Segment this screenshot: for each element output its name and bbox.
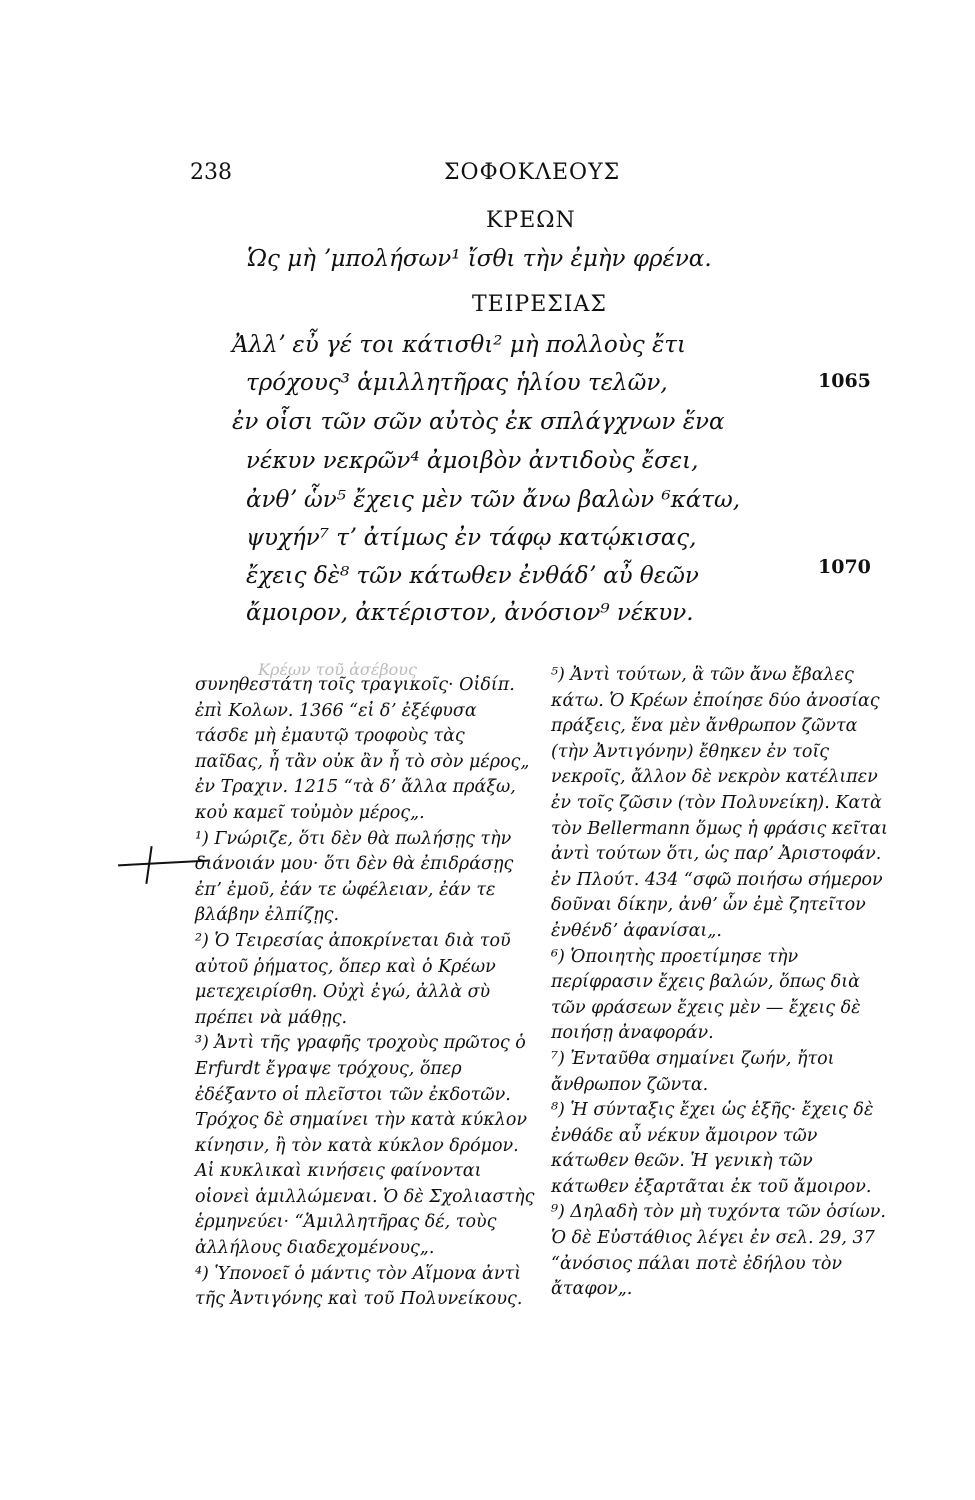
speaker-creon: ΚΡΕΩΝ — [486, 208, 576, 233]
verse-line: νέκυν νεκρῶν⁴ ἀμοιβὸν ἀντιδοὺς ἔσει, — [246, 448, 699, 474]
verse-line: ἄμοιρον, ἀκτέριστον, ἀνόσιον⁹ νέκυν. — [246, 600, 694, 626]
verse-line: Ἀλλʼ εὖ γέ τοι κάτισθι² μὴ πολλοὺς ἔτι — [232, 332, 687, 358]
verse-line: ψυχήν⁷ τʼ ἀτίμως ἐν τάφῳ κατῴκισας, — [246, 525, 697, 551]
footnote-6: ⁶) Ὁποιητὴς προετίμησε τὴν περίφρασιν ἔχεις βαλών, ὅπως διὰ τῶν φράσεων ἔχεις μὲν — ἔχεις δὲ ποιήσῃ ἀναφοράν. — [551, 946, 861, 1044]
footnote-8: ⁸) Ἡ σύνταξις ἔχει ὡς ἑξῆς· ἔχεις δὲ ἐνθάδε αὖ νέκυν ἄμοιρον τῶν κάτωθεν θεῶν. Ἡ γενικὴ τῶν κάτωθεν ἐξαρτᾶται ἐκ τοῦ ἄμοιρον. — [551, 1100, 874, 1197]
pencil-annotation: Κρέων τοῦ ἀσέβους — [258, 660, 417, 679]
footnote-2: ²) Ὁ Τειρεσίας ἀποκρίνεται διὰ τοῦ αὐτοῦ ῥήματος, ὅπερ καὶ ὁ Κρέων μετεχειρίσθη. Οὐχὶ ἐγώ, ἀλλὰ σὺ πρέπει νὰ μάθῃς. — [195, 930, 511, 1028]
footnote-3: ³) Ἀντὶ τῆς γραφῆς τροχοὺς πρῶτος ὁ Erfurdt ἔγραψε τρόχους, ὅπερ ἐδέξαντο οἱ πλεῖστοι τῶν ἐκδοτῶν. Τρόχος δὲ σημαίνει τὴν κατὰ κύκλον κίνησιν, ἢ τὸν κατὰ κύκλον δρόμον. Αἱ κυκλικαὶ κινήσεις φαίνονται οἱονεὶ ἁμιλλώμεναι. Ὁ δὲ Σχολιαστὴς ἑρμηνεύει· “Ἁμιλλητῆρας δέ, τοὺς ἀλλήλους διαδεχομένους„. — [195, 1033, 535, 1259]
footnotes-left-column — [195, 673, 535, 1313]
verse-line: ἐν οἷσι τῶν σῶν αὐτὸς ἐκ σπλάγχνων ἕνα — [232, 409, 725, 435]
footnote-9: ⁹) Δηλαδὴ τὸν μὴ τυχόντα τῶν ὁσίων. Ὁ δὲ Εὐστάθιος λέγει ἐν σελ. 29, 37 “ἀνόσιος πάλαι ποτὲ ἐδήλου τὸν ἄταφον„. — [551, 1202, 886, 1300]
verse-line: ἀνθʼ ὧν⁵ ἔχεις μὲν τῶν ἄνω βαλὼν ⁶κάτω, — [246, 487, 741, 513]
running-head: ΣΟΦΟΚΛΕΟΥΣ — [444, 160, 621, 185]
line-number: 1070 — [818, 556, 871, 578]
footnote-5: ⁵) Ἀντὶ τούτων, ἃ τῶν ἄνω ἔβαλες κάτω. Ὁ Κρέων ἐποίησε δύο ἀνοσίας πράξεις, ἕνα μὲν ἄνθρωπον ζῶντα (τὴν Ἀντιγόνην) ἔθηκεν ἐν τοῖς νεκροῖς, ἄλλον δὲ νεκρὸν κατέλιπεν ἐν τοῖς ζῶσιν (τὸν Πολυνείκη). Κατὰ τὸν Bellermann ὅμως ἡ φράσις κεῖται ἀντὶ τούτων ὅτι, ὡς παρʼ Ἀριστοφάν. ἐν Πλούτ. 434 “σφῶ ποιήσω σήμερον δοῦναι δίκην, ἀνθʼ ὧν ἐμὲ ζητεῖτον ἐνθένδʼ ἀφανίσαι„. — [551, 665, 888, 941]
footnote-1: ¹) Γνώριζε, ὅτι δὲν θὰ πωλήσῃς τὴν διάνοιάν μου· ὅτι δὲν θὰ ἐπιδράσῃς ἐπʼ ἐμοῦ, ἐάν τε ὠφέλειαν, ἐάν τε βλάβην ἐλπίζῃς. — [195, 828, 514, 926]
footnote-4: ⁴) Ὑπονοεῖ ὁ μάντις τὸν Αἵμονα ἀντὶ τῆς Ἀντιγόνης καὶ τοῦ Πολυνείκους. — [195, 1263, 523, 1310]
footnote-continuation: συνηθεστάτη τοῖς τραγικοῖς· Οἰδίπ. ἐπὶ Κολων. 1366 “εἰ δʼ ἐξέφυσα τάσδε μὴ ἐμαυτῷ τροφοὺς τὰς παῖδας, ἦ τἂν οὐκ ἂν ἦ τὸ σὸν μέρος„ ἐν Τραχιν. 1215 “τὰ δʼ ἄλλα πράξω, κοὐ καμεῖ τοὐμὸν μέρος„. — [195, 675, 530, 823]
verse-line: Ὡς μὴ ʼμπολήσων¹ ἴσθι τὴν ἐμὴν φρένα. — [247, 246, 712, 272]
page-number: 238 — [190, 160, 232, 185]
verse-line: τρόχους³ ἁμιλλητῆρας ἡλίου τελῶν, — [246, 370, 668, 396]
footnotes-right-column — [551, 663, 893, 1303]
footnote-7: ⁷) Ἐνταῦθα σημαίνει ζωήν, ἤτοι ἄνθρωπον ζῶντα. — [551, 1048, 835, 1095]
verse-line: ἔχεις δὲ⁸ τῶν κάτωθεν ἐνθάδʼ αὖ θεῶν — [246, 563, 699, 589]
handwritten-mark — [145, 846, 152, 884]
line-number: 1065 — [818, 370, 871, 392]
speaker-teiresias: ΤΕΙΡΕΣΙΑΣ — [472, 292, 607, 317]
